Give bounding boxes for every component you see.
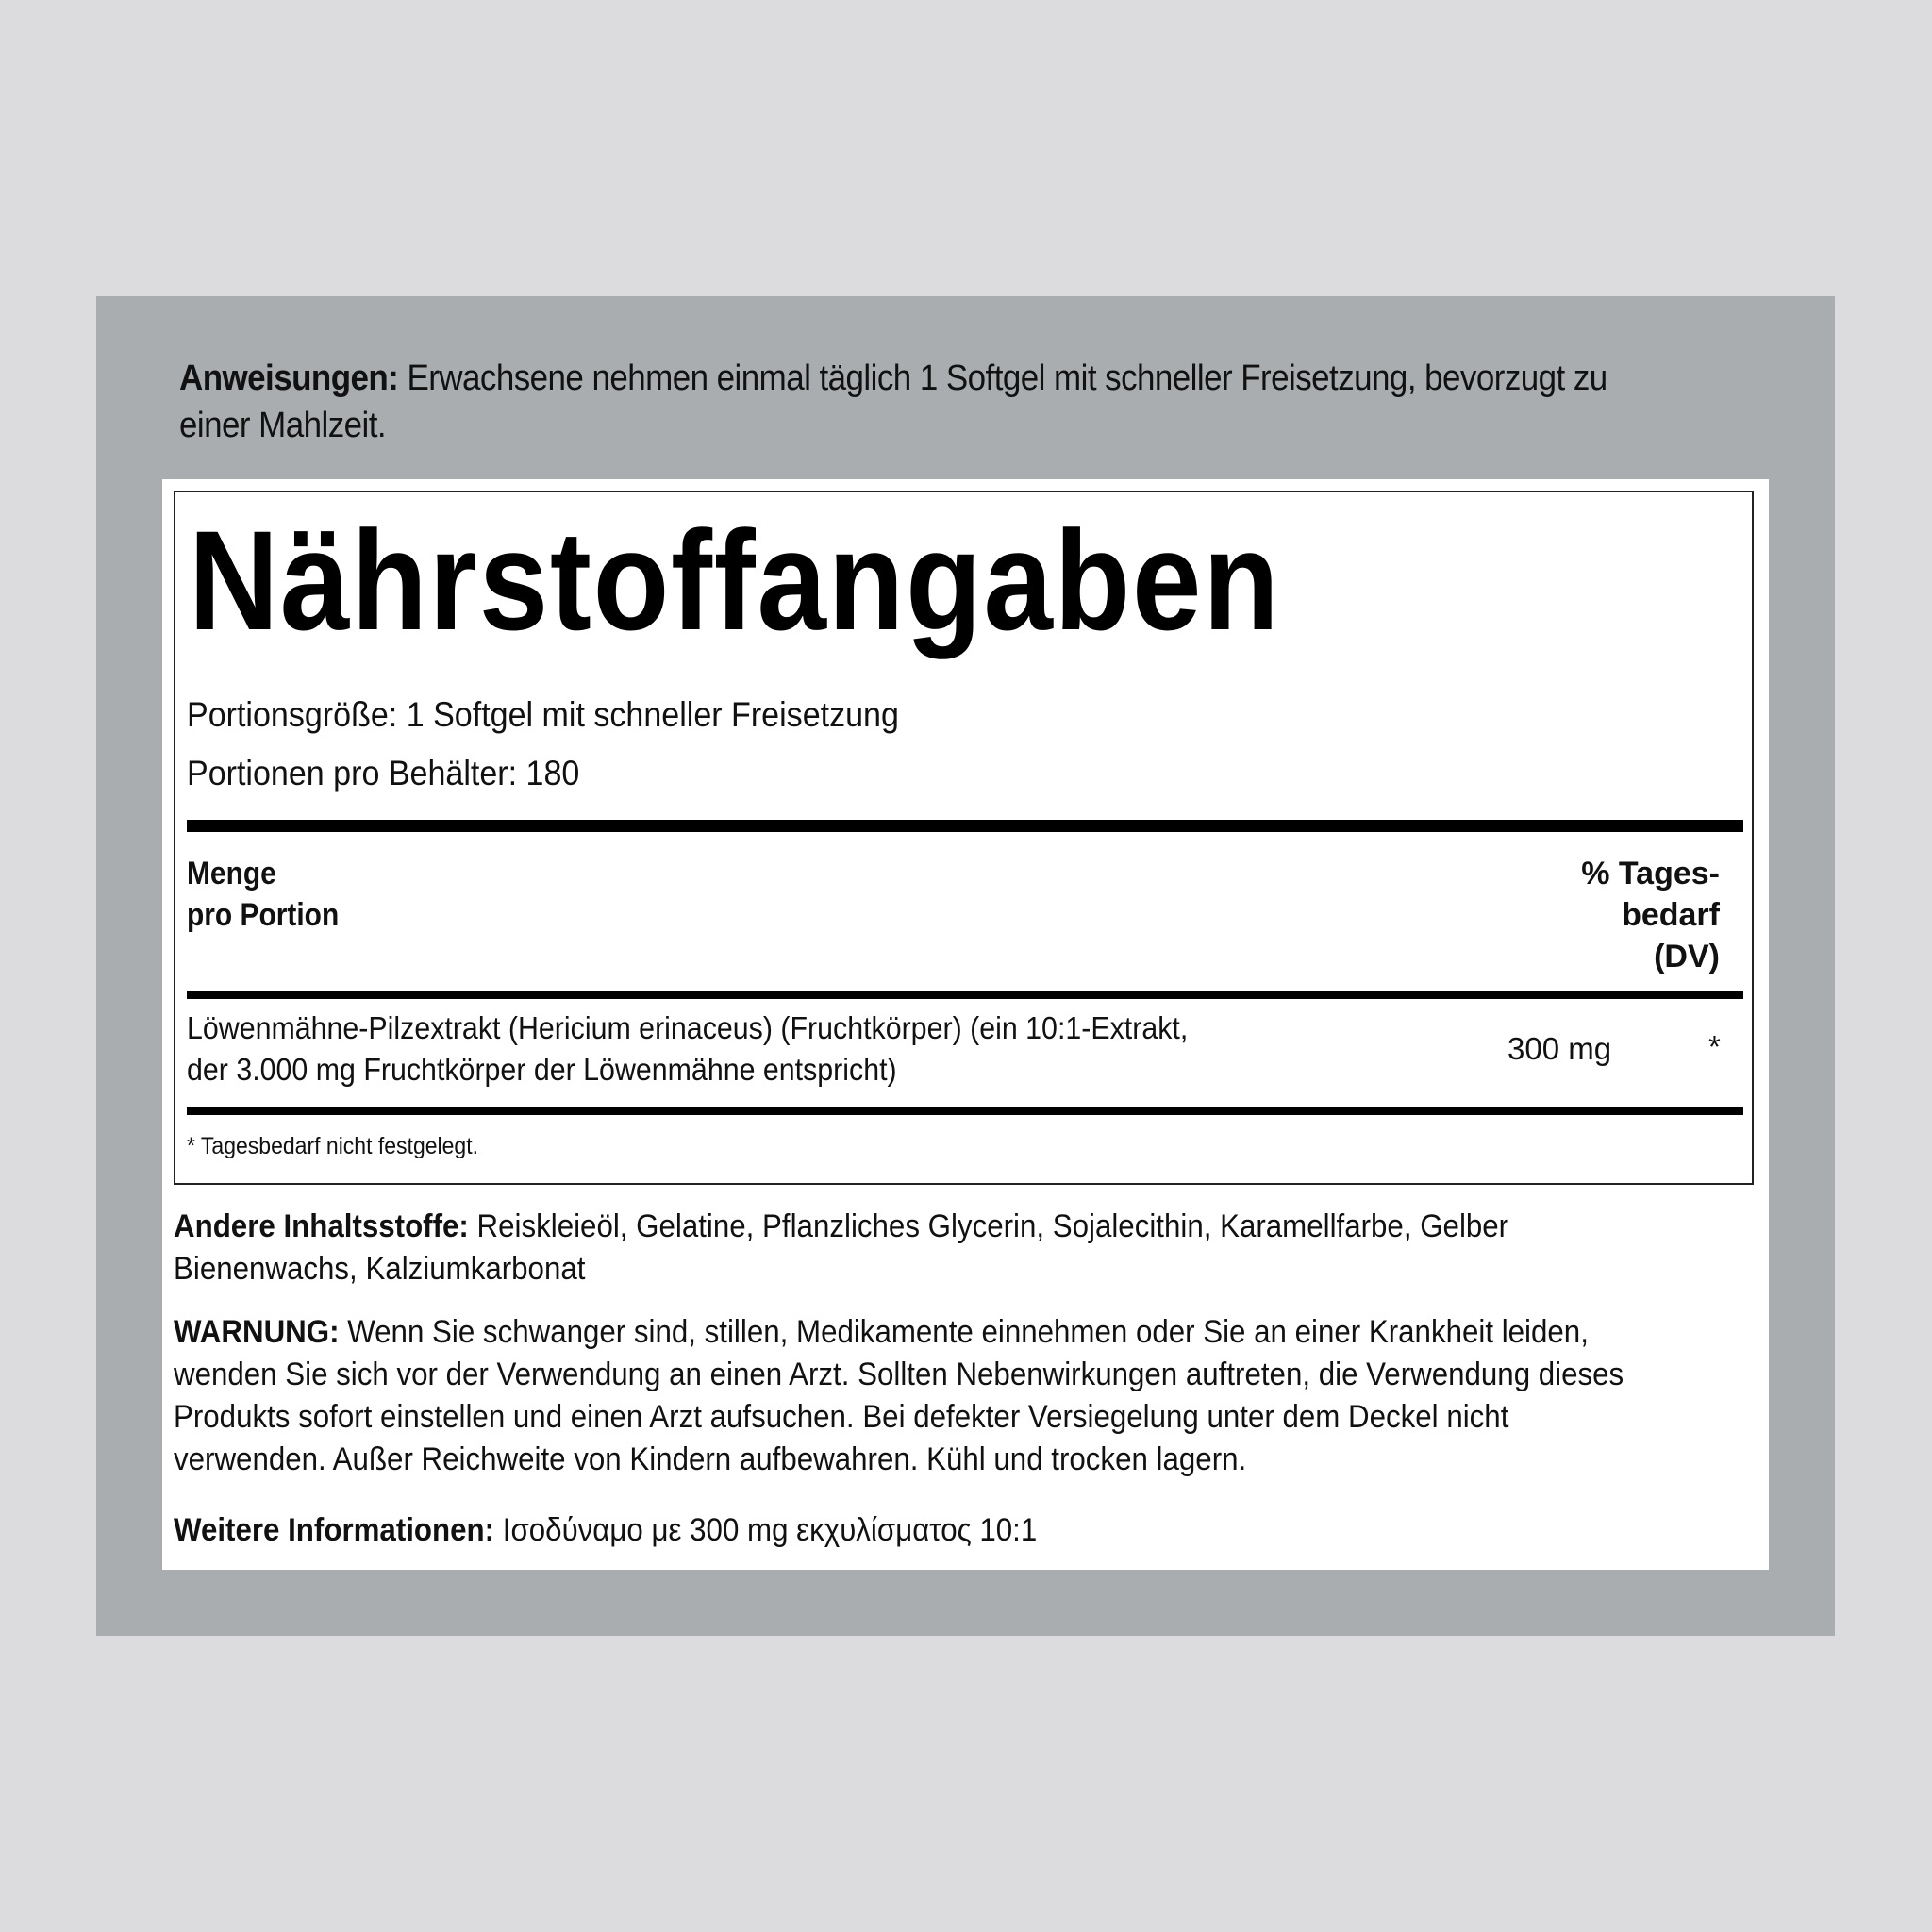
ingredient-name-line: Löwenmähne-Pilzextrakt (Hericium erinaceus) (Fruchtkörper) (ein 10:1-Extrakt, (187, 1010, 1189, 1045)
ingredient-amount: 300 mg (1507, 1031, 1612, 1066)
supplement-label-panel (96, 296, 1835, 1636)
other-ingredients (174, 1206, 1632, 1291)
directions-body: Erwachsene nehmen einmal täglich 1 Softgel mit schneller Freisetzung, bevorzugt zu einer Mahlzeit. (179, 358, 1607, 445)
dv-header-line: % Tages- (1581, 856, 1720, 891)
warning-body: Wenn Sie schwanger sind, stillen, Medikamente einnehmen oder Sie an einer Krankheit leiden, wenden Sie sich vor der Verwendung an einen Arzt. Sollten Nebenwirkungen auftreten, die Verwendung dieses Produkts sofort einstellen und einen Arzt aufsuchen. Bei defekter Versiegelung unter dem Deckel nicht verwenden. Außer Reichweite von Kindern aufbewahren. Kühl und trocken lagern. (174, 1314, 1624, 1477)
divider-medium (187, 1107, 1743, 1115)
amount-header-line: pro Portion (187, 897, 340, 933)
ingredient-name (187, 1008, 1228, 1091)
amount-per-serving-header (187, 853, 339, 936)
other-ingredients-label: Andere Inhaltsstoffe: (174, 1208, 469, 1244)
nutrition-facts-box (174, 491, 1754, 1185)
more-information (174, 1509, 1632, 1552)
facts-title: Nährstoffangaben (189, 501, 1281, 659)
dv-header-line: bedarf (1622, 897, 1720, 933)
daily-value-header (1531, 853, 1720, 977)
directions-label: Anweisungen: (179, 358, 399, 398)
dv-header-line: (DV) (1654, 939, 1720, 974)
more-info-text: Ισοδύναμο με 300 mg εκχυλίσματος 10:1 (494, 1512, 1038, 1548)
amount-header-line: Menge (187, 856, 276, 891)
divider-thick (187, 820, 1743, 832)
ingredient-daily-value: * (1708, 1029, 1721, 1064)
directions-text (179, 355, 1638, 449)
ingredient-name-line: der 3.000 mg Fruchtkörper der Löwenmähne entspricht) (187, 1052, 897, 1087)
warning-label: WARNUNG: (174, 1314, 340, 1350)
daily-value-footnote: * Tagesbedarf nicht festgelegt. (187, 1133, 479, 1159)
divider-medium (187, 991, 1743, 999)
other-ingredients-text: Reiskleieöl, Gelatine, Pflanzliches Glycerin, Sojalecithin, Karamellfarbe, Gelber Bienenwachs, Kalziumkarbonat (174, 1208, 1509, 1287)
servings-per-container: Portionen pro Behälter: 180 (187, 754, 580, 792)
more-info-label: Weitere Informationen: (174, 1512, 495, 1548)
label-card (162, 479, 1769, 1570)
warning-text (174, 1311, 1632, 1481)
serving-size: Portionsgröße: 1 Softgel mit schneller Freisetzung (187, 695, 899, 734)
